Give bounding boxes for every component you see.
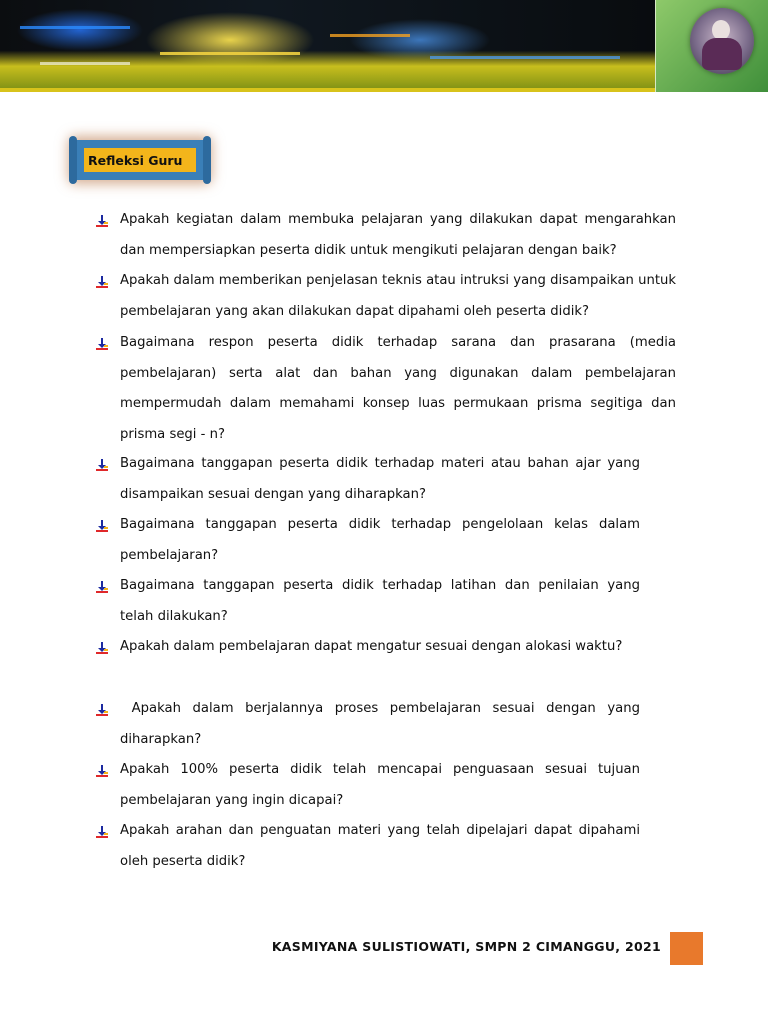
list-item-text: Apakah dalam pembelajaran dapat mengatur sesuai dengan alokasi waktu? <box>120 639 623 654</box>
arrow-bullet-icon <box>96 459 108 471</box>
list-item-text: Apakah dalam memberikan penjelasan teknis atau intruksi yang disampaikan untuk pembelajaran yang akan dilakukan dapat dipahami oleh peserta didik? <box>120 273 676 319</box>
list-item-text: Apakah dalam berjalannya proses pembelajaran sesuai dengan yang diharapkan? <box>120 701 645 747</box>
list-item-text: Bagaimana tanggapan peserta didik terhadap materi atau bahan ajar yang disampaikan sesuai dengan yang diharapkan? <box>120 456 640 502</box>
list-item-text: Apakah 100% peserta didik telah mencapai penguasaan sesuai tujuan pembelajaran yang ingin dicapai? <box>120 762 640 808</box>
list-item-text: Bagaimana tanggapan peserta didik terhadap pengelolaan kelas dalam pembelajaran? <box>120 517 640 563</box>
list-item-text: Bagaimana tanggapan peserta didik terhadap latihan dan penilaian yang telah dilakukan? <box>120 578 640 624</box>
arrow-bullet-icon <box>96 338 108 350</box>
arrow-bullet-icon <box>96 765 108 777</box>
arrow-bullet-icon <box>96 276 108 288</box>
footer-author: KASMIYANA SULISTIOWATI, SMPN 2 CIMANGGU, 2021 <box>271 939 661 954</box>
header-banner-image <box>0 0 655 92</box>
header-photo-panel <box>655 0 768 92</box>
page-marker <box>670 932 703 965</box>
arrow-bullet-icon <box>96 642 108 654</box>
teacher-photo <box>690 8 754 74</box>
arrow-bullet-icon <box>96 826 108 838</box>
list-item-text: Apakah arahan dan penguatan materi yang telah dipelajari dapat dipahami oleh peserta didik? <box>120 823 640 869</box>
arrow-bullet-icon <box>96 520 108 532</box>
section-label-scroll <box>72 140 208 180</box>
arrow-bullet-icon <box>96 581 108 593</box>
arrow-bullet-icon <box>96 704 108 716</box>
arrow-bullet-icon <box>96 215 108 227</box>
list-item-text: Apakah kegiatan dalam membuka pelajaran yang dilakukan dapat mengarahkan dan mempersiapkan peserta didik untuk mengikuti pelajaran dengan baik? <box>120 212 676 258</box>
list-item-text: Bagaimana respon peserta didik terhadap sarana dan prasarana (media pembelajaran) serta alat dan bahan yang digunakan dalam pembelajaran mempermudah dalam memahami konsep luas permukaan prisma segitiga dan prisma segi - n? <box>120 335 676 442</box>
header-divider <box>0 88 655 92</box>
section-title: Refleksi Guru <box>88 152 183 168</box>
